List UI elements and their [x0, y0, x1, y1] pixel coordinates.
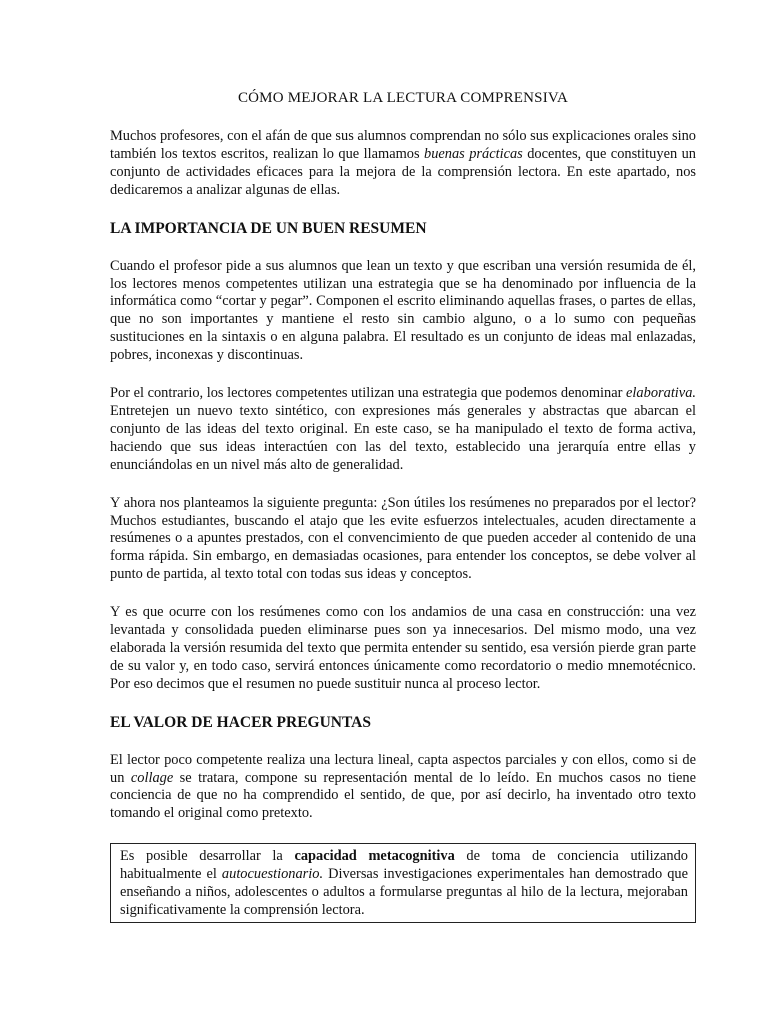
metacognition-callout-box	[110, 843, 696, 923]
preguntas-p1-text-2: se tratara, compone su representación mental de lo leído. En muchos casos no tiene conciencia de que no ha comprendido el sentido, de que, por así decirlo, ha inventado otro texto tomando el original como pretexto.	[110, 769, 696, 822]
section-heading-resumen: LA IMPORTANCIA DE UN BUEN RESUMEN	[110, 219, 427, 237]
resumen-paragraph-4: Y es que ocurre con los resúmenes como con los andamios de una casa en construcción: una vez levantada y consolidada pueden eliminarse pues son ya innecesarios. Del mismo modo, una vez elaborada la versión resumida del texto que permita entender su sentido, esa versión pierde gran parte de su valor y, en todo caso, servirá entonces únicamente como recordatorio o medio mnemotécnico. Por eso decimos que el resumen no puede sustituir nunca al proceso lector.	[110, 604, 696, 692]
callout-text-2: de toma de conciencia utilizando habitualmente el	[120, 848, 688, 883]
resumen-p2-text-1: Por el contrario, los lectores competentes utilizan una estrategia que podemos denominar	[110, 385, 627, 402]
callout-bold-term: capacidad metacognitiva	[294, 848, 455, 865]
callout-text-1: Es posible desarrollar la	[120, 848, 295, 865]
preguntas-p1-emphasis: collage	[130, 769, 174, 786]
resumen-p2-text-2: Entretejen un nuevo texto sintético, con expresiones más generales y abstractas que abarcan el conjunto de las ideas del texto original. En este caso, se ha manipulado el texto de forma activa, haciendo que sus ideas interactúen con las del texto, establecido una jerarquía entre ellas y enunciándolas en un nivel más alto de generalidad.	[110, 402, 696, 473]
intro-text-2: docentes, que constituyen un conjunto de actividades eficaces para la mejora de la comprensión lectora. En este apartado, nos dedicaremos a analizar algunas de ellas.	[110, 145, 696, 198]
preguntas-p1-text-1: El lector poco competente realiza una lectura lineal, capta aspectos parciales y con ellos, como si de un	[110, 751, 696, 786]
intro-text-1: Muchos profesores, con el afán de que sus alumnos comprendan no sólo sus explicaciones orales sino también los textos escritos, realizan lo que llamamos	[110, 128, 696, 162]
callout-paragraph	[120, 848, 688, 920]
callout-text-3: Diversas investigaciones experimentales han demostrado que enseñando a niños, adolescentes o adultos a formularse preguntas al hilo de la lectura, mejoraban significativamente la comprensión lectora.	[120, 866, 688, 918]
resumen-p2-emphasis: elaborativa.	[626, 385, 696, 402]
resumen-paragraph-2	[110, 385, 696, 475]
document-title: CÓMO MEJORAR LA LECTURA COMPRENSIVA	[237, 90, 569, 106]
section-heading-preguntas: EL VALOR DE HACER PREGUNTAS	[110, 713, 371, 731]
intro-emphasis: buenas prácticas	[424, 145, 523, 162]
intro-paragraph	[110, 128, 696, 200]
resumen-paragraph-1: Cuando el profesor pide a sus alumnos que lean un texto y que escriban una versión resumida de él, los lectores menos competentes utilizan una estrategia que se ha denominado por influencia de la informática como “cortar y pegar”. Componen el escrito eliminando aquellas frases, o partes de ellas, que no son importantes y mantiene el resto sin cambio alguno, o a lo sumo con pequeñas sustituciones en la sintaxis o en alguna palabra. El resultado es un conjunto de ideas mal enlazadas, pobres, inconexas y discontinuas.	[110, 257, 696, 364]
preguntas-paragraph-1	[110, 752, 696, 824]
callout-emphasis: autocuestionario.	[221, 866, 324, 883]
resumen-paragraph-3: Y ahora nos planteamos la siguiente pregunta: ¿Son útiles los resúmenes no preparados por el lector? Muchos estudiantes, buscando el atajo que les evite esfuerzos intelectuales, acuden directamente a resúmenes o a apuntes prestados, con el convencimiento de que pueden acceder al contenido de una forma rápida. Sin embargo, en demasiadas ocasiones, para entender los conceptos, se debe volver al punto de partida, al texto total con todas sus ideas y conceptos.	[110, 494, 696, 583]
